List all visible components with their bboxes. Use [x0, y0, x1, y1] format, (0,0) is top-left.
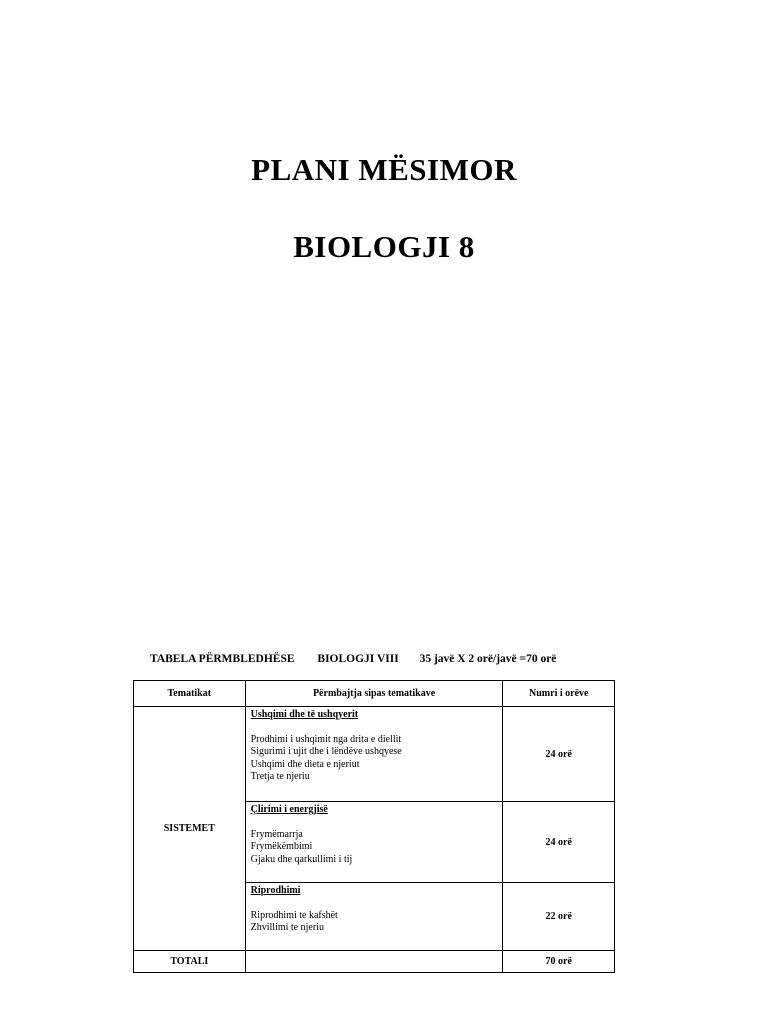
summary-table-label: TABELA PËRMBLEDHËSE — [150, 653, 295, 665]
total-label: TOTALI — [134, 951, 246, 973]
total-row — [134, 951, 615, 973]
content-line: Frymëkëmbimi — [250, 841, 313, 852]
summary-hours-formula: 35 javë X 2 orë/javë =70 orë — [419, 653, 557, 665]
section-heading: Riprodhimi — [250, 885, 301, 896]
header-content: Përmbajtja sipas tematikave — [245, 681, 503, 707]
document-subtitle: BIOLOGJI 8 — [293, 229, 475, 264]
content-line: Sigurimi i ujit dhe i lëndëve ushqyese — [250, 746, 402, 757]
hours-cell: 24 orë — [503, 802, 615, 883]
hours-cell: 22 orë — [503, 883, 615, 951]
summary-heading — [150, 653, 556, 665]
content-line: Zhvillimi te njeriu — [250, 922, 324, 933]
total-empty-cell — [245, 951, 503, 973]
content-line: Tretja te njeriu — [250, 771, 310, 782]
content-line: Gjaku dhe qarkullimi i tij — [250, 853, 353, 865]
document-title: PLANI MËSIMOR — [251, 152, 517, 187]
system-cell: SISTEMET — [134, 707, 246, 951]
content-line: Prodhimi i ushqimit nga drita e diellit — [250, 733, 402, 745]
curriculum-table — [133, 680, 615, 973]
total-hours: 70 orë — [503, 951, 615, 973]
table-row — [134, 707, 615, 802]
content-line: Frymëmarrja — [250, 828, 303, 840]
content-cell — [245, 883, 503, 951]
section-heading: Çlirimi i energjisë — [250, 804, 328, 815]
content-cell — [245, 802, 503, 883]
content-line: Ushqimi dhe dieta e njeriut — [250, 758, 360, 770]
table-header-row — [134, 681, 615, 707]
header-topics: Tematikat — [134, 681, 246, 707]
content-line: Riprodhimi te kafshët — [250, 909, 338, 921]
section-heading: Ushqimi dhe të ushqyerit — [250, 709, 359, 720]
hours-cell: 24 orë — [503, 707, 615, 802]
header-hours: Numri i orëve — [503, 681, 615, 707]
summary-subject: BIOLOGJI VIII — [317, 653, 399, 665]
content-cell — [245, 707, 503, 802]
